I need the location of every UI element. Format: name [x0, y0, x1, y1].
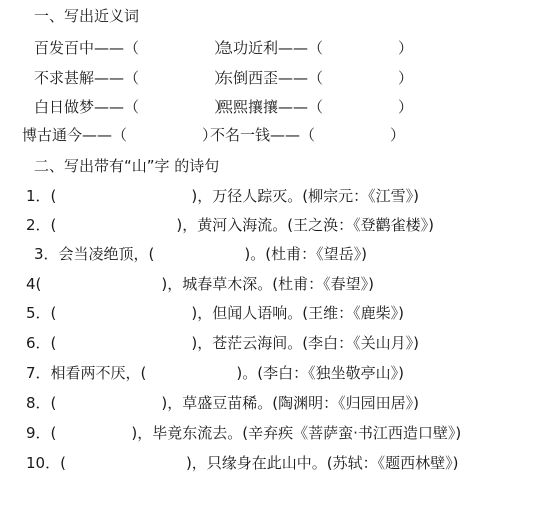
poem-item: 10．( )，只缘身在此山中。(苏轼：《题西林壁》) — [26, 454, 459, 472]
poem-item: 4( )，城春草木深。(杜甫：《春望》) — [26, 275, 374, 293]
synonym-item: 百发百中——（ ） — [34, 39, 230, 57]
poem-item: 9．( )，毕竟东流去。(辛弃疾《菩萨蛮·书江西造口壁》) — [26, 424, 462, 442]
synonym-item: 东倒西歪——（ ） — [218, 69, 414, 87]
synonym-item: 不求甚解——（ ） — [34, 69, 230, 87]
poem-item: 1．( )，万径人踪灭。(柳宗元：《江雪》) — [26, 187, 419, 205]
poem-item: 6．( )，苍茫云海间。(李白：《关山月》) — [26, 334, 419, 352]
synonym-item: 博古通今——（ ） — [22, 126, 218, 144]
poem-item: 7．相看两不厌，( )。(李白：《独坐敬亭山》) — [26, 364, 404, 382]
poem-item: 2．( )，黄河入海流。(王之涣：《登鹳雀楼》) — [26, 216, 434, 234]
section-2-heading: 二、写出带有“山”字 的诗句 — [34, 157, 220, 175]
synonym-item: 白日做梦——（ ） — [34, 98, 230, 116]
section-1-heading: 一、写出近义词 — [34, 7, 140, 25]
synonym-item: 熙熙攘攘——（ ） — [218, 98, 414, 116]
poem-item: 3．会当凌绝顶，( )。(杜甫：《望岳》) — [34, 245, 367, 263]
synonym-item: 急功近利——（ ） — [218, 39, 414, 57]
poem-item: 5．( )，但闻人语响。(王维：《鹿柴》) — [26, 304, 404, 322]
poem-item: 8．( )，草盛豆苗稀。(陶渊明：《归园田居》) — [26, 394, 419, 412]
synonym-item: 不名一钱——（ ） — [210, 126, 406, 144]
